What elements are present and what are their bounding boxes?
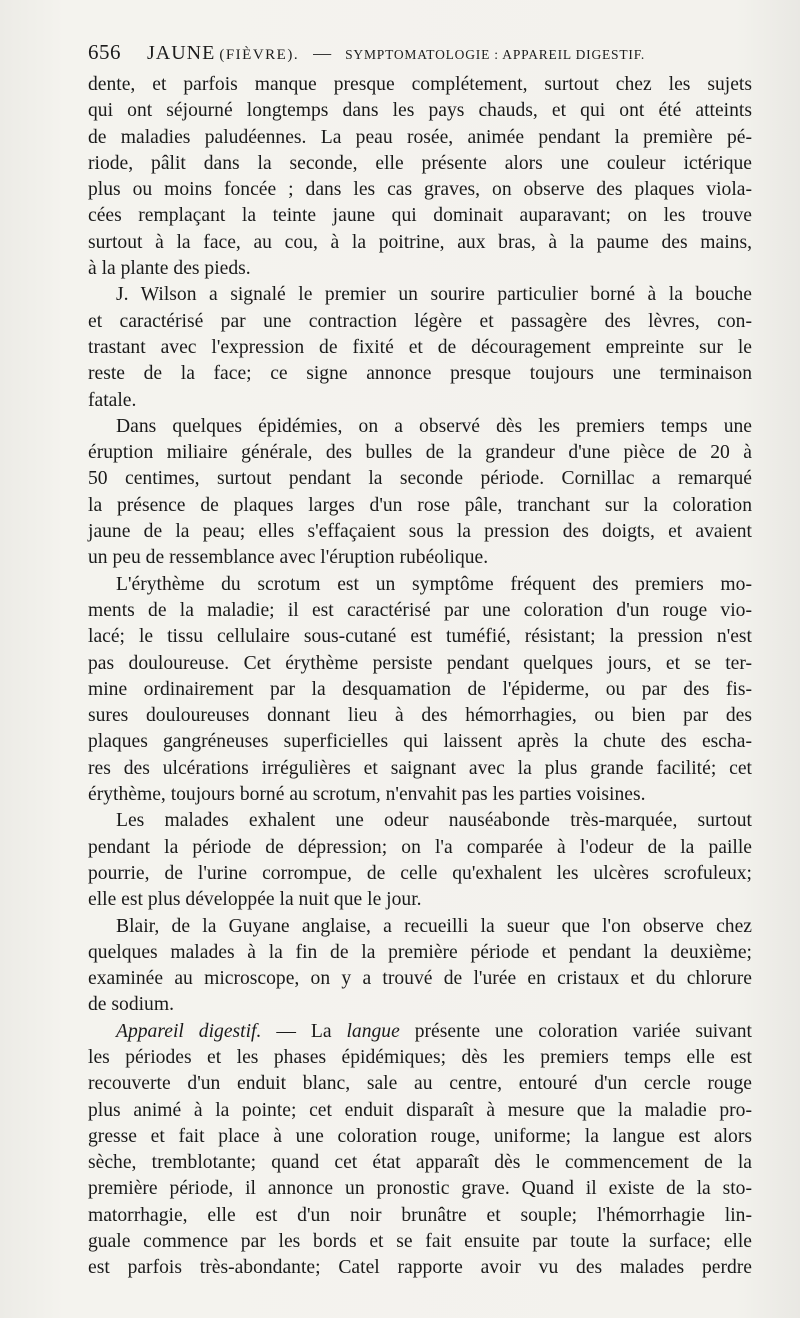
running-head-subtitle: (FIÈVRE). [219,47,300,63]
text-line: pas douloureuse. Cet érythème persiste pendant quelques jours, et se ter- [88,652,752,674]
text-line: recouverte d'un enduit blanc, sale au centre, entouré d'un cercle rouge [88,1073,752,1095]
text-line: qui ont séjourné longtemps dans les pays chauds, et qui ont été atteints [88,100,752,122]
text-line: gresse et fait place à une coloration rouge, uniforme; la langue est alors [88,1125,752,1147]
text-line: matorrhagie, elle est d'un noir brunâtre et souple; l'hémorrhagie lin- [88,1204,752,1226]
text-line: érythème, toujours borné au scrotum, n'envahit pas les parties voisines. [88,784,646,806]
text-line: à la plante des pieds. [88,258,251,280]
text-line: riode, pâlit dans la seconde, elle présente alors une couleur ictérique [88,152,752,174]
text-line: 50 centimes, surtout pendant la seconde période. Cornillac a remarqué [88,468,752,490]
text-line: surtout à la face, au cou, à la poitrine, aux bras, à la paume des mains, [88,231,752,253]
running-head-section: SYMPTOMATOLOGIE : APPAREIL DIGESTIF. [345,47,646,62]
text-line: sures douloureuses donnant lieu à des hémorrhagies, ou bien par des [88,705,752,727]
text-line: cées remplaçant la teinte jaune qui dominait auparavant; on les trouve [88,205,752,227]
text-line: la présence de plaques larges d'un rose pâle, tranchant sur la coloration [88,494,752,516]
text-line: plaques gangréneuses superficielles qui laissent après la chute des escha- [88,731,752,753]
text-line: de sodium. [88,994,174,1016]
text-line: éruption miliaire générale, des bulles de la grandeur d'une pièce de 20 à [88,442,752,464]
text-line: fatale. [88,389,137,411]
text-line: quelques malades à la fin de la première période et pendant la deuxième; [88,941,752,963]
text-line: mine ordinairement par la desquamation de l'épiderme, ou par des fis- [88,678,752,700]
section-heading: Appareil digestif. [116,1020,262,1042]
running-head [88,40,752,72]
text-line: et caractérisé par une contraction légère et passagère des lèvres, con- [88,310,752,332]
text-line: Les malades exhalent une odeur nauséabonde très-marquée, surtout [116,810,752,832]
text-line: est parfois très-abondante; Catel rapporte avoir vu des malades perdre [88,1257,752,1279]
text-line: L'érythème du scrotum est un symptôme fréquent des premiers mo- [116,573,752,595]
text-line: de maladies paludéennes. La peau rosée, animée pendant la première pé- [88,126,752,148]
text-line: jaune de la peau; elles s'effaçaient sous la pression des doigts, et avaient [88,521,752,543]
text-line: Blair, de la Guyane anglaise, a recueilli la sueur que l'on observe chez [116,915,752,937]
text-line: plus ou moins foncée ; dans les cas graves, on observe des plaques viola- [88,179,752,201]
text-line: dente, et parfois manque presque complétement, surtout chez les sujets [88,74,752,95]
text-line: pourrie, de l'urine corrompue, de celle qu'exhalent les ulcères scrofuleux; [88,862,752,884]
text-line: Dans quelques épidémies, on a observé dès les premiers temps une [116,415,752,437]
text-line: elle est plus développée la nuit que le jour. [88,889,422,911]
text-line: res des ulcérations irrégulières et saignant avec la plus grande facilité; cet [88,757,752,779]
body-text [88,72,752,1282]
text-line: guale commence par les bords et se fait ensuite par toute la surface; elle [88,1231,752,1253]
text-line: pendant la période de dépression; on l'a comparée à l'odeur de la paille [88,836,752,858]
running-head-dash: — [313,43,332,63]
running-head-title: JAUNE [147,42,216,64]
text-line: ments de la maladie; il est caractérisé par une coloration d'un rouge vio- [88,599,752,621]
page-number: 656 [88,40,121,64]
text-line: examinée au microscope, on y a trouvé de l'urée en cristaux et du chlorure [88,968,752,990]
text-line: reste de la face; ce signe annonce presque toujours une terminaison [88,363,752,385]
text-line: Appareil digestif. — La langue présente une coloration variée suivant [116,1020,752,1042]
text-line: plus animé à la pointe; cet enduit disparaît à mesure que la maladie pro- [88,1099,752,1121]
text-line: sèche, tremblotante; quand cet état apparaît dès le commencement de la [88,1152,752,1174]
text-line: les périodes et les phases épidémiques; dès les premiers temps elle est [88,1046,752,1068]
text-line: lacé; le tissu cellulaire sous-cutané est tuméfié, résistant; la pression n'est [88,626,752,648]
text-line: un peu de ressemblance avec l'éruption rubéolique. [88,547,489,569]
text-line: J. Wilson a signalé le premier un sourire particulier borné à la bouche [116,284,752,306]
text-line: première période, il annonce un pronostic grave. Quand il existe de la sto- [88,1178,752,1200]
text-line: trastant avec l'expression de fixité et de découragement empreinte sur le [88,336,752,358]
emphasized-word: langue [346,1020,400,1042]
